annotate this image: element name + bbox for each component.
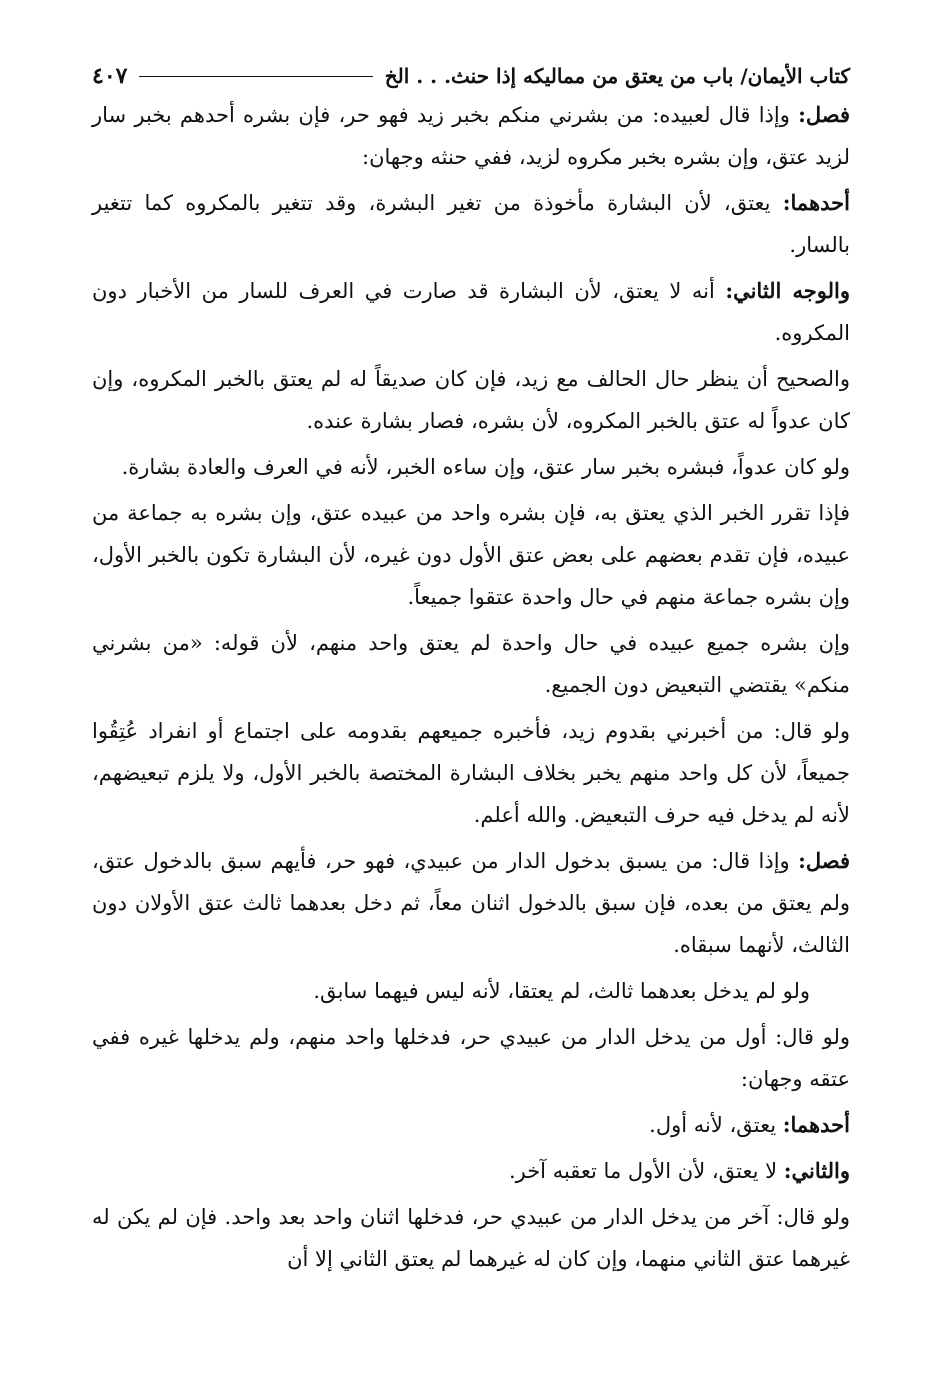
paragraph-lead: أحدهما:	[782, 1112, 850, 1137]
header-rule	[139, 76, 372, 77]
paragraph	[92, 840, 850, 966]
paragraph	[92, 970, 850, 1012]
paragraph	[92, 446, 850, 488]
paragraph-lead: فصل:	[798, 848, 850, 873]
paragraph-text: وإذا قال: من يسبق بدخول الدار من عبيدي، فهو حر، فأيهم سبق بالدخول عتق، ولم يعتق من بعده، فإن سبق بالدخول اثنان معاً، ثم دخل بعدهما ثالث عتق الأولان دون الثالث، لأنهما سبقاه.	[92, 849, 850, 957]
paragraph	[92, 622, 850, 706]
paragraph-text: وإذا قال لعبيده: من بشرني منكم بخبر زيد فهو حر، فإن بشره أحدهم بخبر سار لزيد عتق، وإن بشره بخبر مكروه لزيد، ففي حنثه وجهان:	[92, 103, 850, 169]
paragraph-lead: أحدهما:	[782, 190, 850, 215]
paragraph-text: ولو قال: آخر من يدخل الدار من عبيدي حر، فدخلها اثنان واحد بعد واحد. فإن لم يكن له غيرهما عتق الثاني منهما، وإن كان له غيرهما لم يعتق الثاني إلا أن	[92, 1205, 850, 1271]
paragraph	[92, 270, 850, 354]
paragraph-text: لا يعتق، لأن الأول ما تعقبه آخر.	[508, 1159, 784, 1183]
paragraph-lead: والثاني:	[783, 1158, 850, 1183]
paragraph-text: فإذا تقرر الخبر الذي يعتق به، فإن بشره واحد من عبيده عتق، وإن بشره به جماعة من عبيده، فإن تقدم بعضهم على بعض عتق الأول دون غيره، لأن البشارة تكون بالخبر الأول، وإن بشره جماعة منهم في حال واحدة عتقوا جميعاً.	[92, 501, 850, 609]
paragraph	[92, 492, 850, 618]
paragraph	[92, 1150, 850, 1192]
paragraph-text: وإن بشره جميع عبيده في حال واحدة لم يعتق واحد منهم، لأن قوله: «من بشرني منكم» يقتضي التبعيض دون الجميع.	[92, 631, 850, 697]
paragraph-text: ولو لم يدخل بعدهما ثالث، لم يعتقا، لأنه ليس فيهما سابق.	[313, 979, 810, 1003]
paragraph-text: يعتق، لأنه أول.	[649, 1113, 783, 1137]
running-head	[92, 58, 850, 94]
paragraph	[92, 182, 850, 266]
paragraph	[92, 358, 850, 442]
paragraph	[92, 1104, 850, 1146]
paragraph-text: ولو قال: من أخبرني بقدوم زيد، فأخبره جميعهم بقدومه على اجتماع أو انفراد عُتِقُوا جميعاً، لأن كل واحد منهم يخبر بخلاف البشارة المختصة بالخبر الأول، ولا يلزم تبعيضهم، لأنه لم يدخل فيه حرف التبعيض. والله أعلم.	[92, 719, 850, 827]
paragraph	[92, 1016, 850, 1100]
paragraph-text: والصحيح أن ينظر حال الحالف مع زيد، فإن كان صديقاً له لم يعتق بالخبر المكروه، وإن كان عدواً له عتق بالخبر المكروه، لأن بشره، فصار بشارة عنده.	[92, 367, 850, 433]
paragraph-lead: فصل:	[798, 102, 850, 127]
paragraph-text: ولو قال: أول من يدخل الدار من عبيدي حر، فدخلها واحد منهم، ولم يدخلها غيره ففي عتقه وجهان:	[92, 1025, 850, 1091]
running-head-title: كتاب الأيمان/ باب من يعتق من مماليكه إذا حنث. . . الخ	[384, 64, 850, 88]
page-number: ٤٠٧	[92, 63, 128, 89]
paragraph-text: أنه لا يعتق، لأن البشارة قد صارت في العرف للسار من الأخبار دون المكروه.	[92, 279, 850, 345]
paragraph	[92, 94, 850, 178]
paragraph-text: يعتق، لأن البشارة مأخوذة من تغير البشرة، وقد تتغير بالمكروه كما تتغير بالسار.	[92, 191, 850, 257]
body-text	[92, 94, 850, 1280]
paragraph	[92, 710, 850, 836]
paragraph-lead: والوجه الثاني:	[725, 278, 851, 303]
paragraph	[92, 1196, 850, 1280]
book-page	[92, 58, 850, 1284]
paragraph-text: ولو كان عدواً، فبشره بخبر سار عتق، وإن ساءه الخبر، لأنه في العرف والعادة بشارة.	[121, 455, 850, 479]
